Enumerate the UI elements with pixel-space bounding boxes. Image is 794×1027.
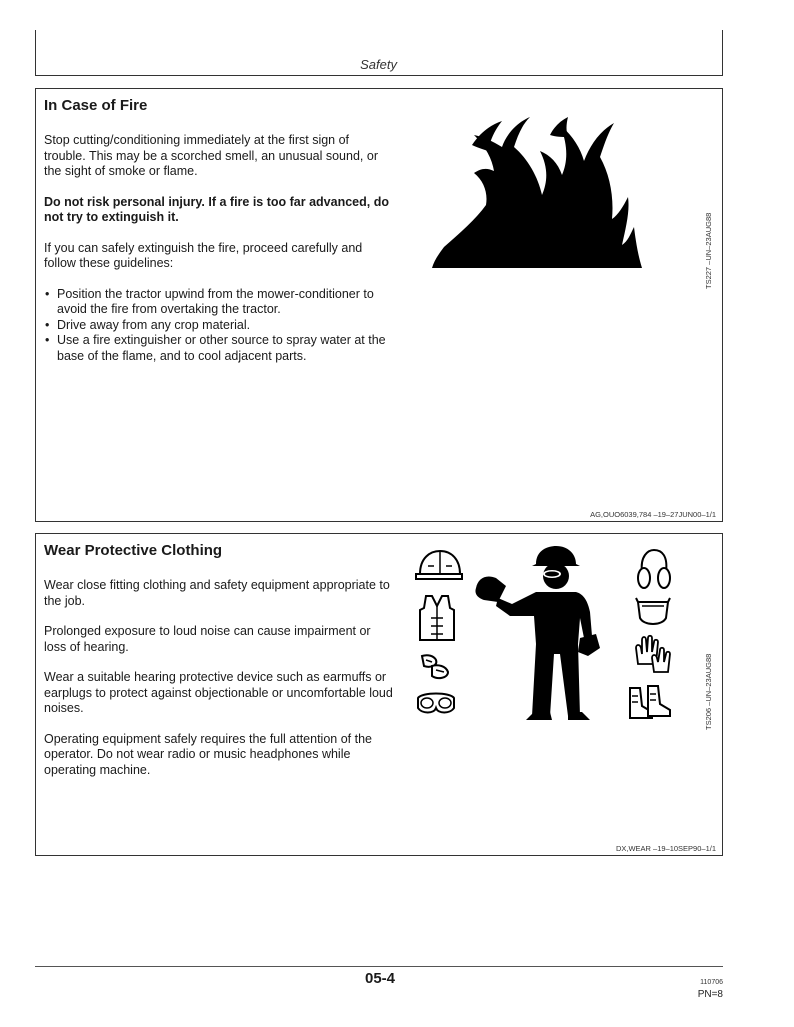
- earplugs-icon: [418, 652, 452, 682]
- list-item: • Use a fire extinguisher or other source to spray water at the base of the flame, and to cool adjacent parts.: [44, 333, 394, 364]
- section-body: [44, 133, 394, 364]
- safety-vest-icon: [416, 594, 458, 642]
- date-code: 110706: [700, 979, 723, 986]
- paragraph: Operating equipment safely requires the full attention of the operator. Do not wear radio or music headphones while operating machine.: [44, 731, 372, 777]
- section-header-title: Safety: [360, 57, 397, 72]
- safety-boots-icon: [626, 684, 674, 722]
- paragraph: Prolonged exposure to loud noise can cause impairment or loss of hearing.: [44, 624, 371, 654]
- respirator-mask-icon: [634, 596, 672, 628]
- reference-code: DX,WEAR –19–10SEP90–1/1: [615, 844, 716, 853]
- fire-flames-icon: [430, 115, 645, 270]
- fire-safety-section: [35, 88, 723, 522]
- page-number: 05-4: [364, 970, 396, 987]
- safety-goggles-icon: [416, 690, 456, 718]
- figure-code: TS227 –UN–23AUG88: [704, 212, 713, 289]
- pn-label: PN=8: [697, 989, 723, 1000]
- section-title: Wear Protective Clothing: [44, 542, 223, 559]
- section-title: In Case of Fire: [44, 97, 148, 114]
- warning-paragraph: Do not risk personal injury. If a fire is too far advanced, do not try to extinguish it.: [44, 194, 389, 224]
- page-header: [35, 30, 723, 76]
- earmuffs-icon: [634, 548, 674, 590]
- gloves-icon: [632, 634, 672, 676]
- footer-divider: [35, 966, 723, 967]
- hard-hat-icon: [414, 548, 464, 584]
- section-body: [44, 578, 394, 793]
- guideline-list: [44, 287, 394, 365]
- list-item: • Position the tractor upwind from the mower-conditioner to avoid the fire from overtaking the tractor.: [44, 287, 394, 318]
- paragraph: Wear a suitable hearing protective device such as earmuffs or earplugs to protect against objectionable or uncomfortable loud noises.: [44, 670, 393, 715]
- reference-code: AG,OUO6039,784 –19–27JUN00–1/1: [590, 510, 716, 519]
- list-item: • Drive away from any crop material.: [44, 318, 394, 334]
- paragraph: Wear close fitting clothing and safety equipment appropriate to the job.: [44, 578, 390, 608]
- protective-clothing-section: [35, 533, 723, 856]
- figure-code: TS206 –UN–23AUG88: [704, 653, 713, 730]
- paragraph: Stop cutting/conditioning immediately at the first sign of trouble. This may be a scorched smell, an unusual sound, or the sight of smoke or flame.: [44, 133, 378, 178]
- paragraph: If you can safely extinguish the fire, proceed carefully and follow these guidelines:: [44, 240, 363, 270]
- protected-worker-icon: [472, 544, 622, 724]
